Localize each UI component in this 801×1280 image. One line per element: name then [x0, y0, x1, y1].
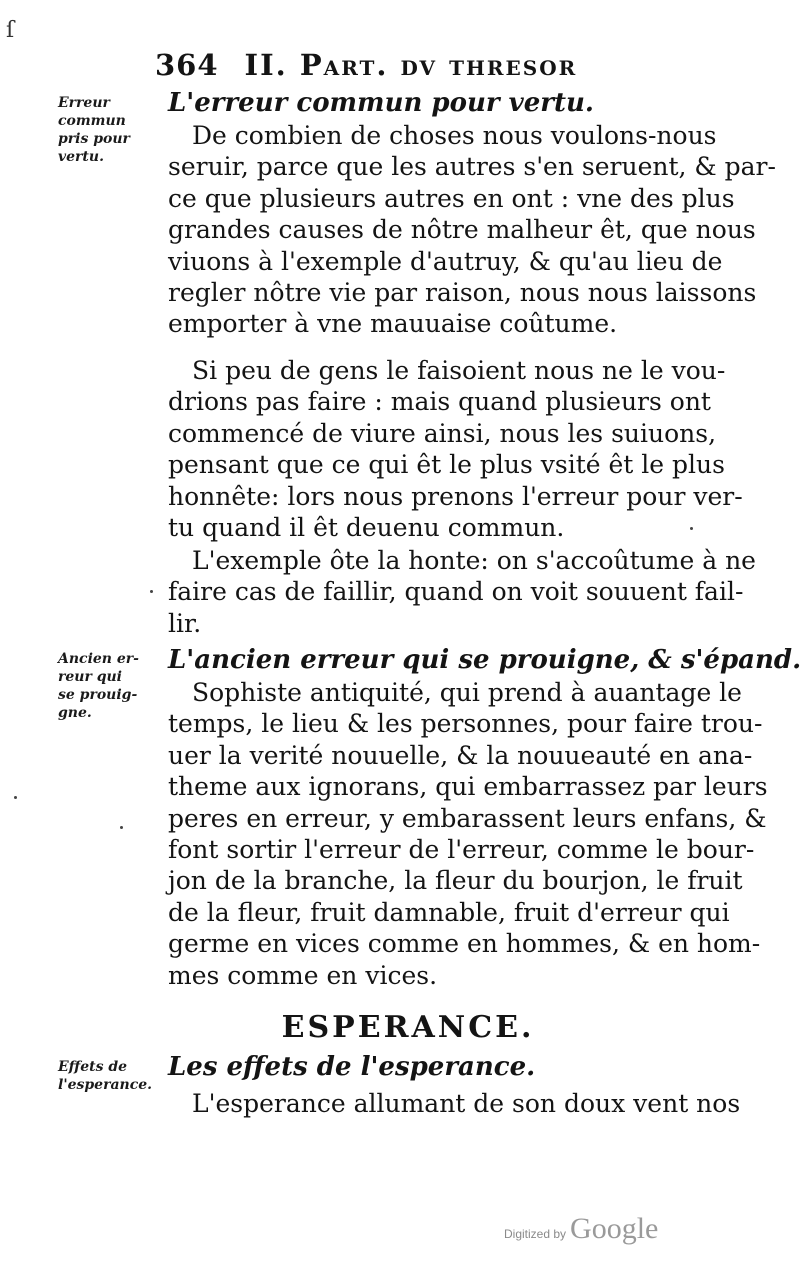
paragraph-3: L'exemple ôte la honte: on s'accoûtume à ne faire cas de faillir, quand on voit souuent fail- lir. — [168, 546, 756, 638]
margin-note-erreur-commun: Erreur commun pris pour vertu. — [58, 95, 130, 165]
running-title: II. Part. dv thresor — [244, 48, 578, 82]
subheading-ancien-erreur: L'ancien erreur qui se prouigne, & s'épand. — [168, 645, 801, 675]
watermark-prefix: Digitized by — [504, 1227, 567, 1241]
page-number: 364 — [155, 48, 219, 82]
print-speck — [690, 527, 693, 530]
paragraph-4: Sophiste antiquité, qui prend à auantage le temps, le lieu & les personnes, pour faire trou- uer la verité nouuelle, & la nouueauté en ana- theme aux ignorans, qui embarrassez par leurs peres en erreur, y embarassent leurs enfans, & font sortir l'erreur de l'erreur, comme le bour- jon de la branche, la fleur du bourjon, le fruit de la fleur, fruit damnable, fruit d'erreur qui germe en vices comme en hommes, & en hom- mes comme en vices. — [168, 678, 768, 990]
subheading-effets-esperance: Les effets de l'esperance. — [168, 1052, 536, 1082]
edge-mark: ſ — [6, 18, 15, 43]
section-heading-esperance: ESPERANCE. — [281, 1010, 535, 1045]
paragraph-5: L'esperance allumant de son doux vent nos — [192, 1089, 741, 1118]
google-logo: Google — [570, 1212, 659, 1245]
subheading-erreur-commun: L'erreur commun pour vertu. — [168, 88, 594, 118]
print-speck — [150, 590, 153, 593]
paragraph-2: Si peu de gens le faisoient nous ne le vou- drions pas faire : mais quand plusieurs ont commencé de viure ainsi, nous les suiuons, pensant que ce qui êt le plus vsité êt le plus honnête: lors nous prenons l'erreur pour ver- tu quand il êt deuenu commun. — [168, 356, 743, 543]
digitized-watermark — [504, 1212, 658, 1246]
print-speck — [14, 796, 17, 799]
paragraph-1: De combien de choses nous voulons-nous seruir, parce que les autres s'en seruent, & par- ce que plusieurs autres en ont : vne des plus grandes causes de nôtre malheur êt, que nous viuons à l'exemple d'autruy, & qu'au lieu de regler nôtre vie par raison, nous nous laissons emporter à vne mauuaise coûtume. — [168, 121, 776, 339]
margin-note-ancien-erreur: Ancien er- reur qui se prouig- gne. — [58, 651, 139, 721]
print-speck — [120, 826, 123, 829]
running-header — [155, 48, 641, 82]
margin-note-effets-esperance: Effets de l'esperance. — [58, 1059, 153, 1093]
